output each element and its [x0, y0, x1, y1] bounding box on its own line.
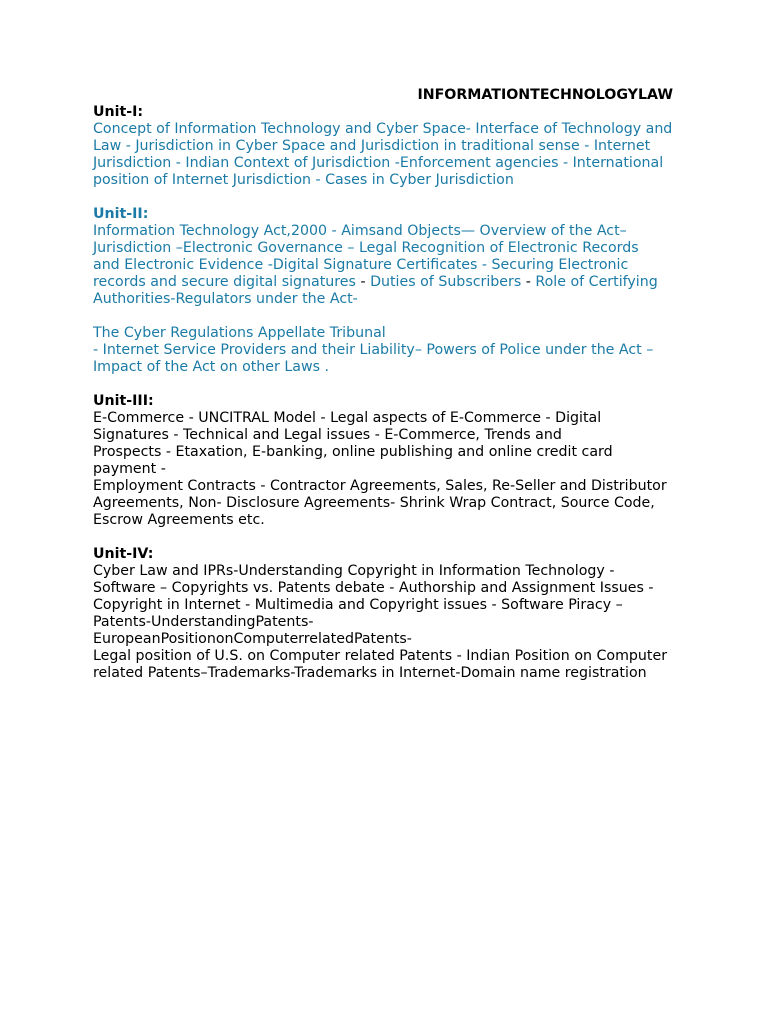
syllabus-text: Escrow Agreements etc.	[93, 512, 265, 528]
syllabus-line	[93, 172, 678, 189]
syllabus-line	[93, 563, 678, 580]
syllabus-text: EuropeanPositiononComputerrelatedPatents-	[93, 631, 412, 647]
syllabus-line	[93, 478, 678, 495]
syllabus-text: Copyright in Internet - Multimedia and Copyright issues - Software Piracy –	[93, 597, 623, 613]
unit-heading: Unit-I:	[93, 104, 144, 120]
section-spacer	[93, 376, 678, 393]
syllabus-text: Authorities-Regulators under the Act-	[93, 291, 358, 307]
syllabus-line	[93, 240, 678, 257]
document-page	[93, 87, 678, 682]
syllabus-line	[93, 631, 678, 648]
syllabus-line	[93, 325, 678, 342]
unit-section	[93, 393, 678, 546]
syllabus-text: Legal position of U.S. on Computer related Patents - Indian Position on Computer	[93, 648, 668, 664]
syllabus-text: -	[525, 274, 536, 290]
syllabus-text: Employment Contracts - Contractor Agreements, Sales, Re-Seller and Distributor	[93, 478, 667, 494]
syllabus-text: and Electronic Evidence -	[93, 257, 273, 273]
syllabus-text: -	[360, 274, 371, 290]
syllabus-line	[93, 121, 678, 138]
unit-heading: Unit-IV:	[93, 546, 154, 562]
syllabus-text: Signatures - Technical and Legal issues - E-Commerce, Trends and	[93, 427, 562, 443]
syllabus-text: Impact of the Act on other Laws .	[93, 359, 329, 375]
syllabus-line	[93, 648, 678, 665]
syllabus-text: position of Internet Jurisdiction - Cases in Cyber Jurisdiction	[93, 172, 514, 188]
syllabus-line	[93, 359, 678, 376]
syllabus-text: Prospects - Etaxation, E-banking, online publishing and online credit card payment -	[93, 444, 613, 477]
syllabus-text: Digital Signature Certificates - Securing Electronic	[272, 257, 629, 273]
syllabus-text: Software – Copyrights vs. Patents debate - Authorship and Assignment Issues -	[93, 580, 654, 596]
syllabus-text: - Internet Service Providers and their Liability– Powers of Police under the Act –	[93, 342, 654, 358]
syllabus-line	[93, 597, 678, 614]
syllabus-line	[93, 495, 678, 512]
syllabus-text: related Patents–Trademarks-Trademarks in Internet-Domain name registration	[93, 665, 647, 681]
syllabus-text: Duties of Subscribers	[370, 274, 526, 290]
syllabus-text: Concept of Information Technology and Cyber Space- Interface of Technology and	[93, 121, 673, 137]
syllabus-line	[93, 138, 678, 155]
syllabus-line	[93, 257, 678, 274]
syllabus-line	[93, 427, 678, 444]
unit-section	[93, 104, 678, 206]
units-container	[93, 104, 678, 682]
section-spacer	[93, 189, 678, 206]
syllabus-line	[93, 155, 678, 172]
syllabus-text: E-Commerce - UNCITRAL Model - Legal aspects of E-Commerce - Digital	[93, 410, 602, 426]
syllabus-text: Law - Jurisdiction in Cyber Space and Jurisdiction in traditional sense - Internet	[93, 138, 651, 154]
unit-section	[93, 546, 678, 682]
syllabus-line	[93, 308, 678, 325]
syllabus-text: records and secure digital signatures	[93, 274, 361, 290]
syllabus-line	[93, 342, 678, 359]
syllabus-text: Jurisdiction –Electronic Governance – Legal Recognition of Electronic Records	[93, 240, 639, 256]
syllabus-line	[93, 444, 678, 478]
syllabus-line	[93, 512, 678, 529]
syllabus-line	[93, 665, 678, 682]
syllabus-line	[93, 580, 678, 597]
syllabus-line	[93, 614, 678, 631]
syllabus-text: Role of Certifying	[535, 274, 658, 290]
unit-heading: Unit-II:	[93, 206, 149, 222]
syllabus-text: Information Technology Act,2000 - Aimsand Objects— Overview of the Act–	[93, 223, 627, 239]
syllabus-line	[93, 410, 678, 427]
unit-heading: Unit-III:	[93, 393, 154, 409]
unit-section	[93, 206, 678, 393]
syllabus-text: Agreements, Non- Disclosure Agreements- Shrink Wrap Contract, Source Code,	[93, 495, 655, 511]
section-spacer	[93, 529, 678, 546]
syllabus-line	[93, 274, 678, 291]
syllabus-text: Cyber Law and IPRs-Understanding Copyright in Information Technology -	[93, 563, 615, 579]
syllabus-text: Patents-UnderstandingPatents-	[93, 614, 314, 630]
syllabus-line	[93, 223, 678, 240]
document-title: INFORMATIONTECHNOLOGYLAW	[417, 87, 673, 103]
syllabus-text: The Cyber Regulations Appellate Tribunal	[93, 325, 386, 341]
syllabus-text: Jurisdiction - Indian Context of Jurisdiction -Enforcement agencies - International	[93, 155, 664, 171]
syllabus-line	[93, 291, 678, 308]
